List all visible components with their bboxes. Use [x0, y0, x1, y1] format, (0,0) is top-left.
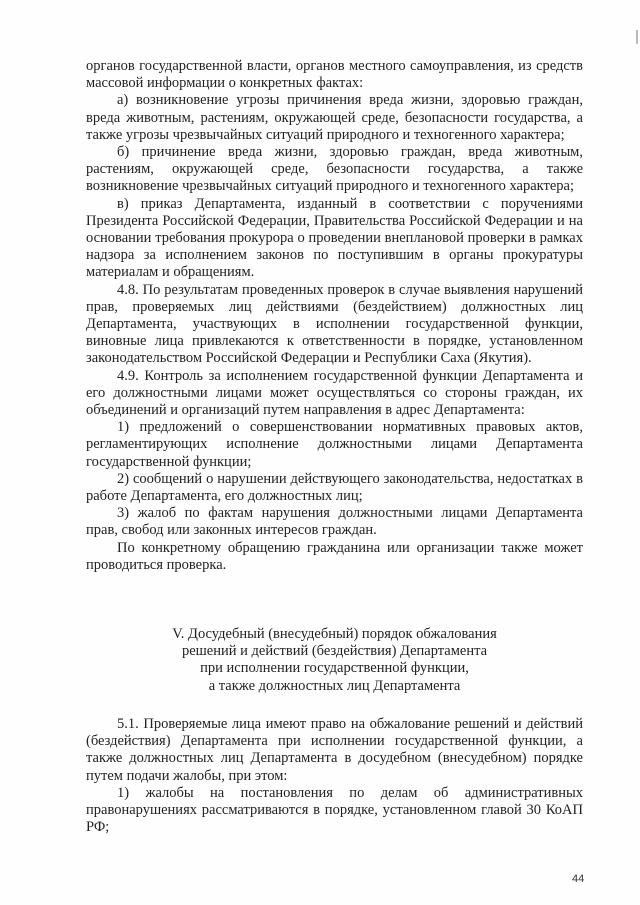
body-text-bottom	[86, 716, 583, 836]
paragraph-4-9-item-1: 1) предложений о совершенствовании нормативных правовых актов, регламентирующих исполнение должностными лицами Департамента государственной функции;	[86, 419, 583, 470]
paragraph-inspection-note: По конкретному обращению гражданина или организации также может проводиться проверка.	[86, 539, 583, 573]
paragraph-4-8: 4.8. По результатам проведенных проверок в случае выявления нарушений прав, проверяемых лиц действиями (бездействием) должностных лиц Департамента, участвующих в исполнении государственной функции, виновные лица привлекаются к ответственности в порядке, установленном законодательством Российской Федерации и Республики Саха (Якутия).	[86, 281, 583, 367]
paragraph-5-1: 5.1. Проверяемые лица имеют право на обжалование решений и действий (бездействия) Департамента при исполнении государственной функции, а также должностных лиц Департамента в досудебном (внесудебном) порядке путем подачи жалобы, при этом:	[86, 716, 583, 784]
section-heading-line: при исполнении государственной функции,	[200, 660, 469, 677]
paragraph-item-b: б) причинение вреда жизни, здоровью граждан, вреда животным, растениям, окружающей среде, безопасности государства, а также возникновение чрезвычайных ситуаций природного и техногенного характера;	[86, 144, 583, 195]
scan-edge-mark	[636, 30, 638, 44]
paragraph-4-9-item-2: 2) сообщений о нарушении действующего законодательства, недостатках в работе Департамента, его должностных лиц;	[86, 470, 583, 505]
paragraph-continuation: органов государственной власти, органов местного самоуправления, из средств массовой информации о конкретных фактах:	[86, 58, 583, 92]
paragraph-4-9: 4.9. Контроль за исполнением государственной функции Департамента и его должностными лицами может осуществляться со стороны граждан, их объединений и организаций путем направления в адрес Департамента:	[86, 367, 583, 419]
section-heading-line: а также должностных лиц Департамента	[208, 677, 461, 694]
page-number: 44	[572, 873, 585, 885]
section-heading-line: V. Досудебный (внесудебный) порядок обжалования	[172, 626, 497, 642]
paragraph-4-9-item-3: 3) жалоб по фактам нарушения должностными лицами Департамента прав, свобод или законных интересов граждан.	[86, 505, 583, 539]
paragraph-item-a: а) возникновение угрозы причинения вреда жизни, здоровью граждан, вреда животным, растениям, окружающей среде, безопасности государства, а также угрозы чрезвычайных ситуаций природного и техногенного характера;	[86, 92, 583, 143]
paragraph-item-v: в) приказ Департамента, изданный в соответствии с поручениями Президента Российской Федерации, Правительства Российской Федерации и на основании требования прокурора о проведении внеплановой проверки в рамках надзора за исполнением законов по поступившим в органы прокуратуры материалам и обращениям.	[86, 195, 583, 281]
paragraph-5-1-item-1: 1) жалобы на постановления по делам об административных правонарушениях рассматриваются в порядке, установленном главой 30 КоАП РФ;	[86, 784, 583, 836]
section-heading-line: решений и действий (бездействия) Департамента	[181, 643, 488, 660]
section-heading	[86, 626, 583, 695]
body-text-top	[86, 58, 583, 574]
